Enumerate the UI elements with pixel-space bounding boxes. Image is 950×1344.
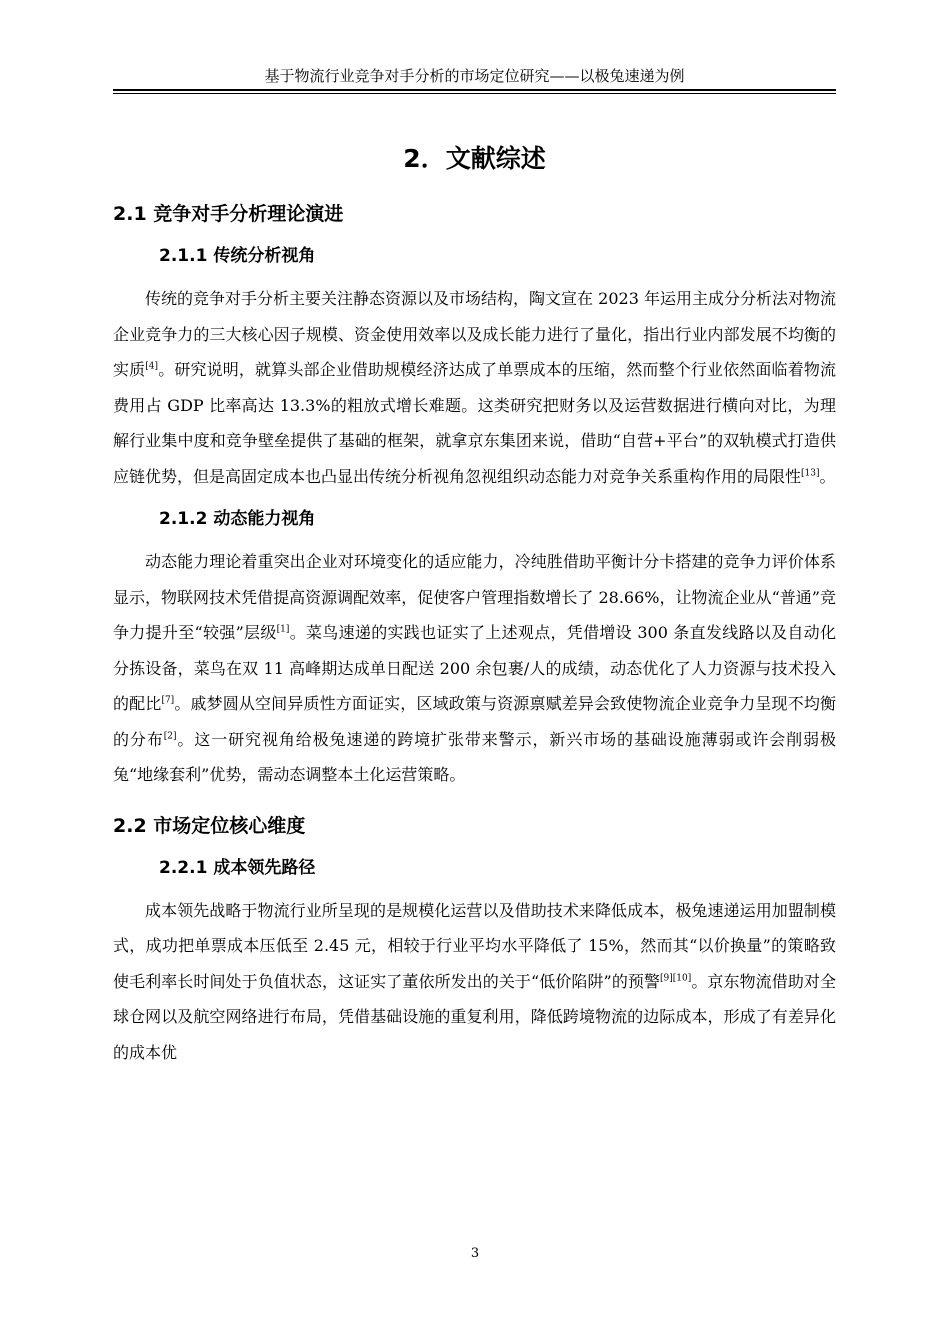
section-heading-2-2: 2.2 市场定位核心维度 bbox=[113, 814, 306, 837]
paragraph-dynamic-capability bbox=[113, 544, 836, 793]
page-content bbox=[113, 137, 836, 1070]
text-run: 。这一研究视角给极兔速递的跨境扩张带来警示，新兴市场的基础设施薄弱或许会削弱极兔“地缘套利”优势，需动态调整本土化运营策略。 bbox=[113, 729, 836, 784]
citation: [7] bbox=[161, 695, 175, 706]
paragraph-traditional-analysis bbox=[113, 281, 836, 494]
running-header: 基于物流行业竞争对手分析的市场定位研究——以极兔速递为例 bbox=[264, 67, 685, 85]
subsection-heading-2-1-2: 2.1.2 动态能力视角 bbox=[159, 509, 316, 529]
citation: [1] bbox=[276, 624, 290, 635]
paragraph-cost-leadership bbox=[113, 893, 836, 1071]
header-rule bbox=[113, 89, 836, 91]
text-run: 。京东物流借助对全球仓网以及航空网络进行布局，凭借基础设施的重复利用，降低跨境物流的边际成本，形成了有差异化的成本优 bbox=[113, 971, 836, 1062]
subsection-heading-2-1-1: 2.1.1 传统分析视角 bbox=[159, 246, 316, 266]
header-rule-thin bbox=[113, 93, 836, 94]
subsection-heading-2-2-1: 2.2.1 成本领先路径 bbox=[159, 857, 316, 878]
text-run: 动态能力理论着重突出企业对环境变化的适应能力，冷纯胜借助平衡计分卡搭建的竞争力评价体系显示，物联网技术凭借提高资源调配效率，促使客户管理指数增长了 28.66%，让物流企业从“普通”竞争力提升至“较强”层级 bbox=[113, 552, 836, 642]
text-run: 。 bbox=[819, 466, 836, 486]
chapter-title: 2．文献综述 bbox=[403, 144, 546, 173]
text-run: 成本领先战略于物流行业所呈现的是规模化运营以及借助技术来降低成本，极兔速递运用加盟制模式，成功把单票成本压低至 2.45 元，相较于行业平均水平降低了 15%，然而其“以价换量”的策略致使毛利率长时间处于负值状态，这证实了董依所发出的关于“低价陷阱”的预警 bbox=[113, 900, 836, 991]
citation: [13] bbox=[801, 468, 820, 479]
section-heading-2-1: 2.1 竞争对手分析理论演进 bbox=[113, 203, 344, 225]
text-run: 。菜鸟速递的实践也证实了上述观点，凭借增设 300 条直发线路以及自动化分拣设备，菜鸟在双 11 高峰期达成单日配送 200 余包裹/人的成绩，动态优化了人力资源与技术投入的配比 bbox=[113, 623, 836, 713]
citation: [4] bbox=[145, 361, 159, 372]
text-run: 。戚梦圆从空间异质性方面证实，区域政策与资源禀赋差异会致使物流企业竞争力呈现不均衡的分布 bbox=[113, 694, 836, 749]
text-run: 。研究说明，就算头部企业借助规模经济达成了单票成本的压缩，然而整个行业依然面临着物流费用占 GDP 比率高达 13.3%的粗放式增长难题。这类研究把财务以及运营数据进行横向对比，为理解行业集中度和竞争壁垒提供了基础的框架，就拿京东集团来说，借助“自营+平台”的双轨模式打造供应链优势，但是高固定成本也凸显出传统分析视角忽视组织动态能力对竞争关系重构作用的局限性 bbox=[113, 360, 836, 486]
citation: [2] bbox=[163, 731, 177, 742]
citation: [9][10] bbox=[660, 973, 692, 984]
page-number: 3 bbox=[470, 1246, 480, 1261]
text-run: 传统的竞争对手分析主要关注静态资源以及市场结构，陶文宣在 2023 年运用主成分分析法对物流企业竞争力的三大核心因子规模、资金使用效率以及成长能力进行了量化，指出行业内部发展不均衡的实质 bbox=[113, 289, 836, 379]
